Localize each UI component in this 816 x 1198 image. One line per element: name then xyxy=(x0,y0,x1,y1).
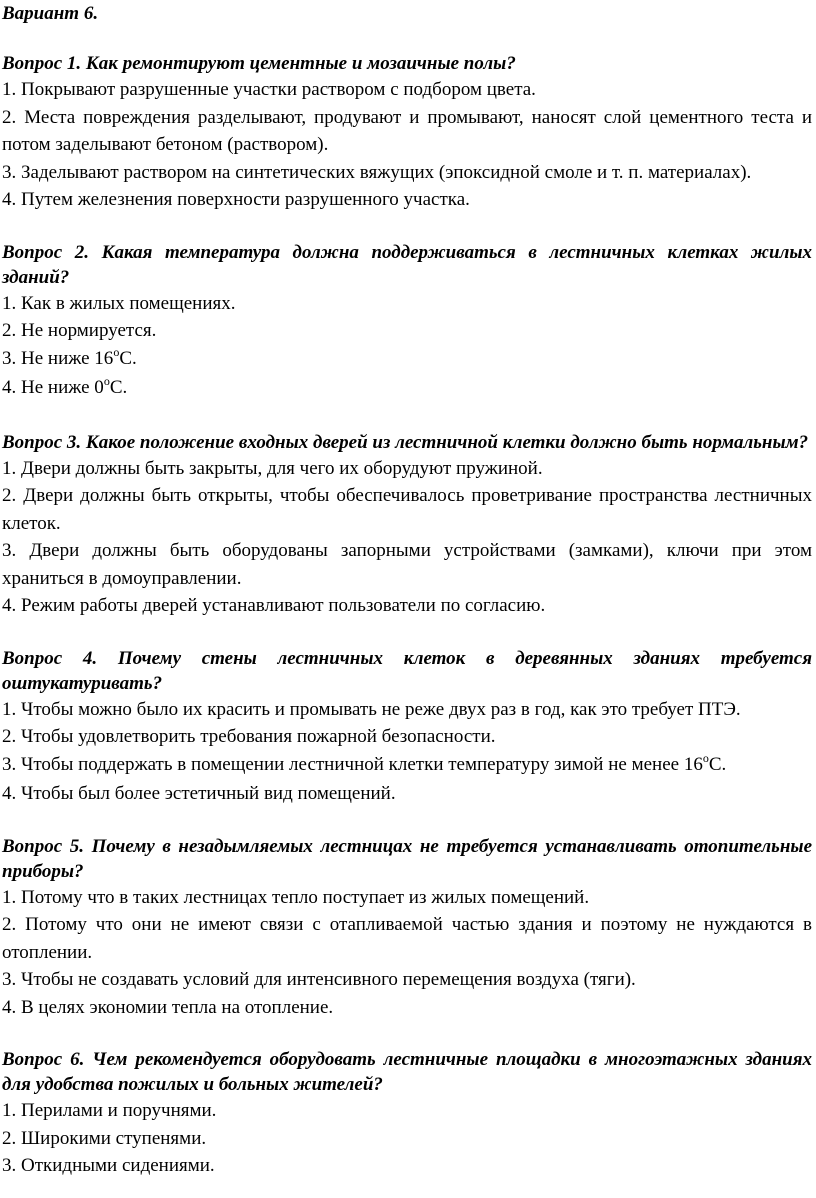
answer-text: С. xyxy=(109,377,128,398)
question-block xyxy=(2,51,812,214)
answer-text: 3. Чтобы поддержать в помещении лестничной клетки температуру зимой не менее 16 xyxy=(2,753,703,775)
answer-option: 1. Покрывают разрушенные участки раствором с подбором цвета. xyxy=(2,79,536,100)
variant-title: Вариант 6. xyxy=(2,3,99,24)
answer-option: 1. Двери должны быть закрыты, для чего их оборудуют пружиной. xyxy=(2,457,543,479)
question-title: Вопрос 2. Какая температура должна поддерживаться в лестничных клетках жилых зданий? xyxy=(2,241,812,288)
answer-option: 4. Режим работы дверей устанавливают пользователи по согласию. xyxy=(2,595,546,616)
question-block xyxy=(2,646,812,808)
degree-sign: o xyxy=(103,374,110,388)
answer-option: 4. В целях экономии тепла на отопление. xyxy=(2,996,334,1018)
answer-option xyxy=(2,374,812,404)
question-title: Вопрос 1. Как ремонтируют цементные и мозаичные полы? xyxy=(2,53,516,74)
answer-option: 3. Откидными сидениями. xyxy=(2,1155,215,1176)
answer-option: 3. Чтобы не создавать условий для интенсивного перемещения воздуха (тяги). xyxy=(2,969,636,990)
answer-option: 2. Чтобы удовлетворить требования пожарной безопасности. xyxy=(2,726,496,747)
answer-option: 2. Двери должны быть открыты, чтобы обеспечивалось проветривание пространства лестничных клеток. xyxy=(2,485,812,534)
question-title: Вопрос 5. Почему в незадымляемых лестницах не требуется устанавливать отопительные приборы? xyxy=(2,835,812,882)
answer-option: 3. Двери должны быть оборудованы запорными устройствами (замками), ключи при этом храниться в домоуправлении. xyxy=(2,540,812,589)
answer-option: 1. Потому что в таких лестницах тепло поступает из жилых помещений. xyxy=(2,886,590,908)
degree-sign: o xyxy=(113,344,120,359)
answer-text: 4. Не ниже 0 xyxy=(2,377,104,398)
answer-option: 3. Заделывают раствором на синтетических вяжущих (эпоксидной смоле и т. п. материалах). xyxy=(2,161,752,183)
answer-option: 2. Широкими ступенями. xyxy=(2,1127,207,1149)
answer-option: 4. Путем железнения поверхности разрушенного участка. xyxy=(2,189,470,210)
answer-option: 1. Как в жилых помещениях. xyxy=(2,292,236,314)
answer-text: С. xyxy=(119,347,137,369)
answer-option: 1. Чтобы можно было их красить и промывать не реже двух раз в год, как это требует ПТЭ. xyxy=(2,698,741,720)
answer-option: 2. Места повреждения разделывают, продувают и промывают, наносят слой цементного теста и потом заделывают бетоном (раствором). xyxy=(2,106,812,155)
answer-option xyxy=(2,751,812,781)
degree-sign: o xyxy=(702,750,709,765)
question-title: Вопрос 3. Какое положение входных дверей из лестничной клетки должно быть нормальным? xyxy=(2,431,809,453)
question-block xyxy=(2,1047,812,1180)
question-block xyxy=(2,834,812,1022)
answer-option: 2. Потому что они не имеют связи с отапливаемой частью здания и поэтому не нуждаются в отоплении. xyxy=(2,914,812,963)
question-block xyxy=(2,240,812,404)
question-block xyxy=(2,430,812,620)
answer-option: 2. Не нормируется. xyxy=(2,320,157,341)
answer-option: 1. Перилами и поручнями. xyxy=(2,1100,217,1121)
answer-option: 4. Чтобы был более эстетичный вид помещений. xyxy=(2,783,396,804)
question-title: Вопрос 6. Чем рекомендуется оборудовать лестничные площадки в многоэтажных зданиях для удобства пожилых и больных жителей? xyxy=(2,1049,812,1095)
answer-text: 3. Не ниже 16 xyxy=(2,347,114,369)
answer-text: С. xyxy=(708,753,727,775)
question-title: Вопрос 4. Почему стены лестничных клеток в деревянных зданиях требуется оштукатуривать? xyxy=(2,647,812,694)
answer-option xyxy=(2,345,812,375)
